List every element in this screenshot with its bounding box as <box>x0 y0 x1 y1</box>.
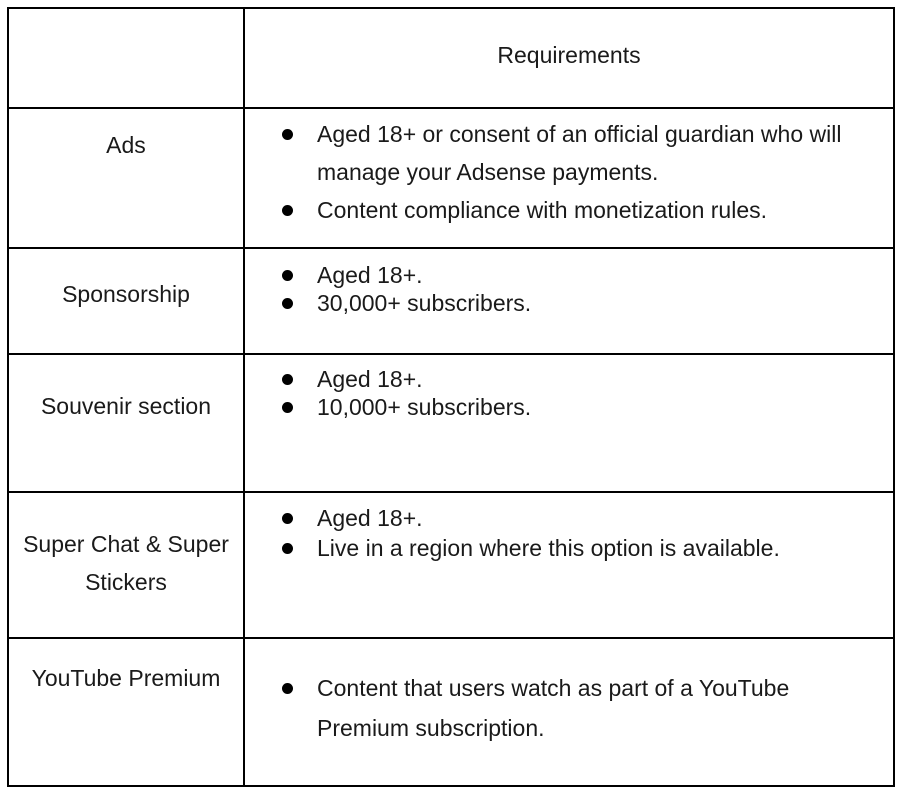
requirement-item: Content compliance with monetization rules. <box>245 191 893 229</box>
feature-cell <box>8 248 244 354</box>
feature-name: Sponsorship <box>62 281 190 307</box>
feature-name: Souvenir section <box>40 393 212 419</box>
monetization-requirements-table <box>7 7 895 787</box>
header-cell-requirements <box>244 8 894 108</box>
requirements-list <box>245 365 893 421</box>
requirements-cell <box>244 248 894 354</box>
table-row <box>8 354 894 492</box>
requirements-list <box>245 261 893 317</box>
table-row <box>8 248 894 354</box>
requirement-item: 30,000+ subscribers. <box>245 289 893 317</box>
requirement-item: 10,000+ subscribers. <box>245 393 893 421</box>
feature-name: Ads <box>106 132 146 158</box>
requirement-item: Live in a region where this option is available. <box>245 533 893 563</box>
requirements-cell <box>244 108 894 248</box>
feature-cell <box>8 492 244 638</box>
feature-cell <box>8 108 244 248</box>
requirements-list <box>245 668 893 748</box>
feature-name: YouTube Premium <box>31 665 221 691</box>
requirement-item: Content that users watch as part of a YouTube Premium subscription. <box>245 668 893 748</box>
header-cell-feature <box>8 8 244 108</box>
feature-cell <box>8 354 244 492</box>
requirements-cell <box>244 354 894 492</box>
table-row <box>8 492 894 638</box>
table-header-row <box>8 8 894 108</box>
requirements-cell <box>244 492 894 638</box>
table-row <box>8 638 894 786</box>
requirement-item: Aged 18+ or consent of an official guardian who will manage your Adsense payments. <box>245 115 893 191</box>
feature-name: Super Chat & Super Stickers <box>23 531 229 595</box>
table-row <box>8 108 894 248</box>
requirements-heading: Requirements <box>497 42 641 68</box>
feature-cell <box>8 638 244 786</box>
requirement-item: Aged 18+. <box>245 365 893 393</box>
requirements-cell <box>244 638 894 786</box>
requirement-item: Aged 18+. <box>245 261 893 289</box>
requirement-item: Aged 18+. <box>245 503 893 533</box>
requirements-list <box>245 503 893 563</box>
requirements-list <box>245 115 893 229</box>
